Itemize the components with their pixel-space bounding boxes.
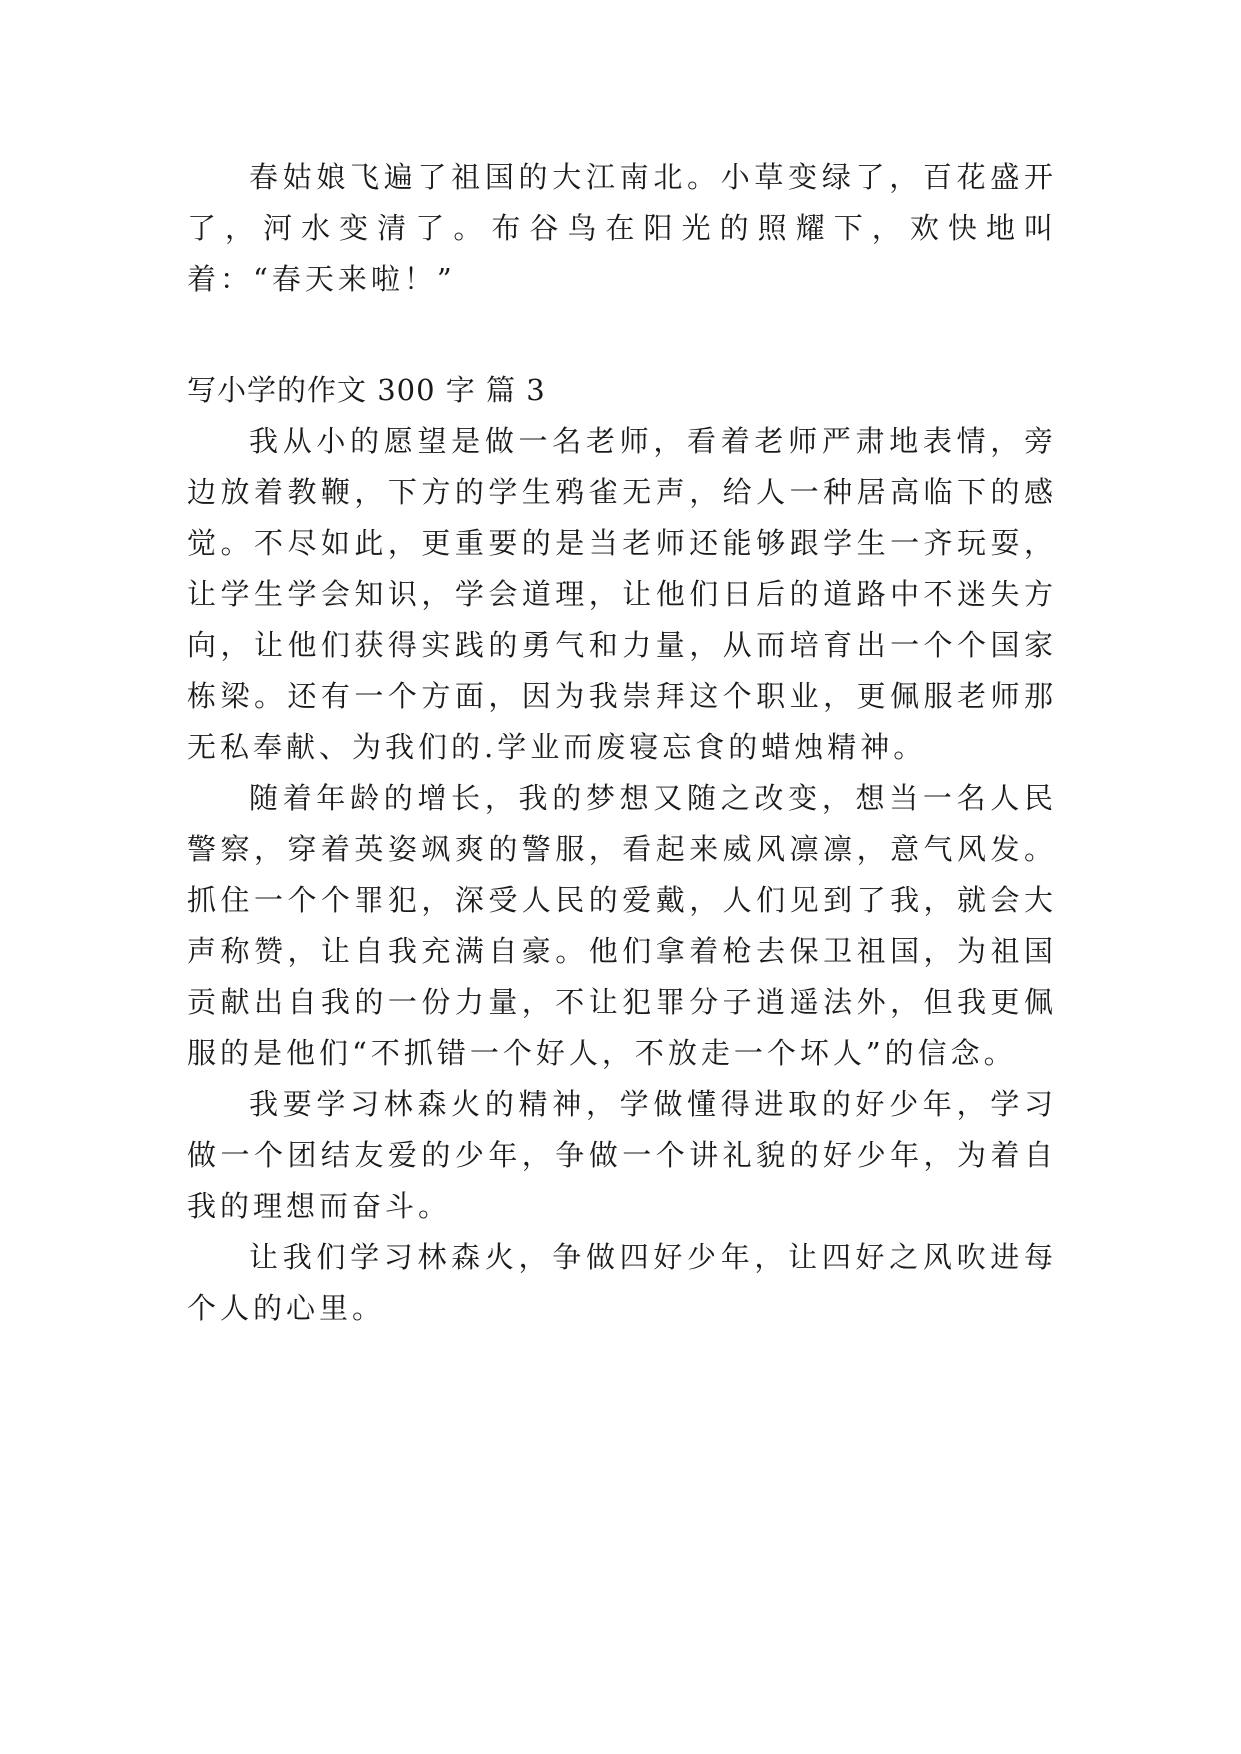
- body-paragraph-1: 我从小的愿望是做一名老师，看着老师严肃地表情，旁边放着教鞭，下方的学生鸦雀无声，给人一种居高临下的感觉。不尽如此，更重要的是当老师还能够跟学生一齐玩耍，让学生学会知识，学会道理，让他们日后的道路中不迷失方向，让他们获得实践的勇气和力量，从而培育出一个个国家栋梁。还有一个方面，因为我崇拜这个职业，更佩服老师那无私奉献、为我们的.学业而废寝忘食的蜡烛精神。: [187, 424, 1057, 764]
- section-spacer: [187, 305, 1057, 365]
- body-paragraph-2: 随着年龄的增长，我的梦想又随之改变，想当一名人民警察，穿着英姿飒爽的警服，看起来威风凛凛，意气风发。抓住一个个罪犯，深受人民的爱戴，人们见到了我，就会大声称赞，让自我充满自豪。他们拿着枪去保卫祖国，为祖国贡献出自我的一份力量，不让犯罪分子逍遥法外，但我更佩服的是他们“不抓错一个好人，不放走一个坏人”的信念。: [187, 781, 1057, 1070]
- intro-paragraph: 春姑娘飞遍了祖国的大江南北。小草变绿了，百花盛开了，河水变清了。布谷鸟在阳光的照耀下，欢快地叫着：“春天来啦！”: [187, 160, 1057, 296]
- document-page: [187, 152, 1057, 1334]
- body-paragraph-3: 我要学习林森火的精神，学做懂得进取的好少年，学习做一个团结友爱的少年，争做一个讲礼貌的好少年，为着自我的理想而奋斗。: [187, 1087, 1057, 1223]
- body-paragraph-4: 让我们学习林森火，争做四好少年，让四好之风吹进每个人的心里。: [187, 1240, 1057, 1325]
- section-title: 写小学的作文 300 字 篇 3: [187, 373, 546, 407]
